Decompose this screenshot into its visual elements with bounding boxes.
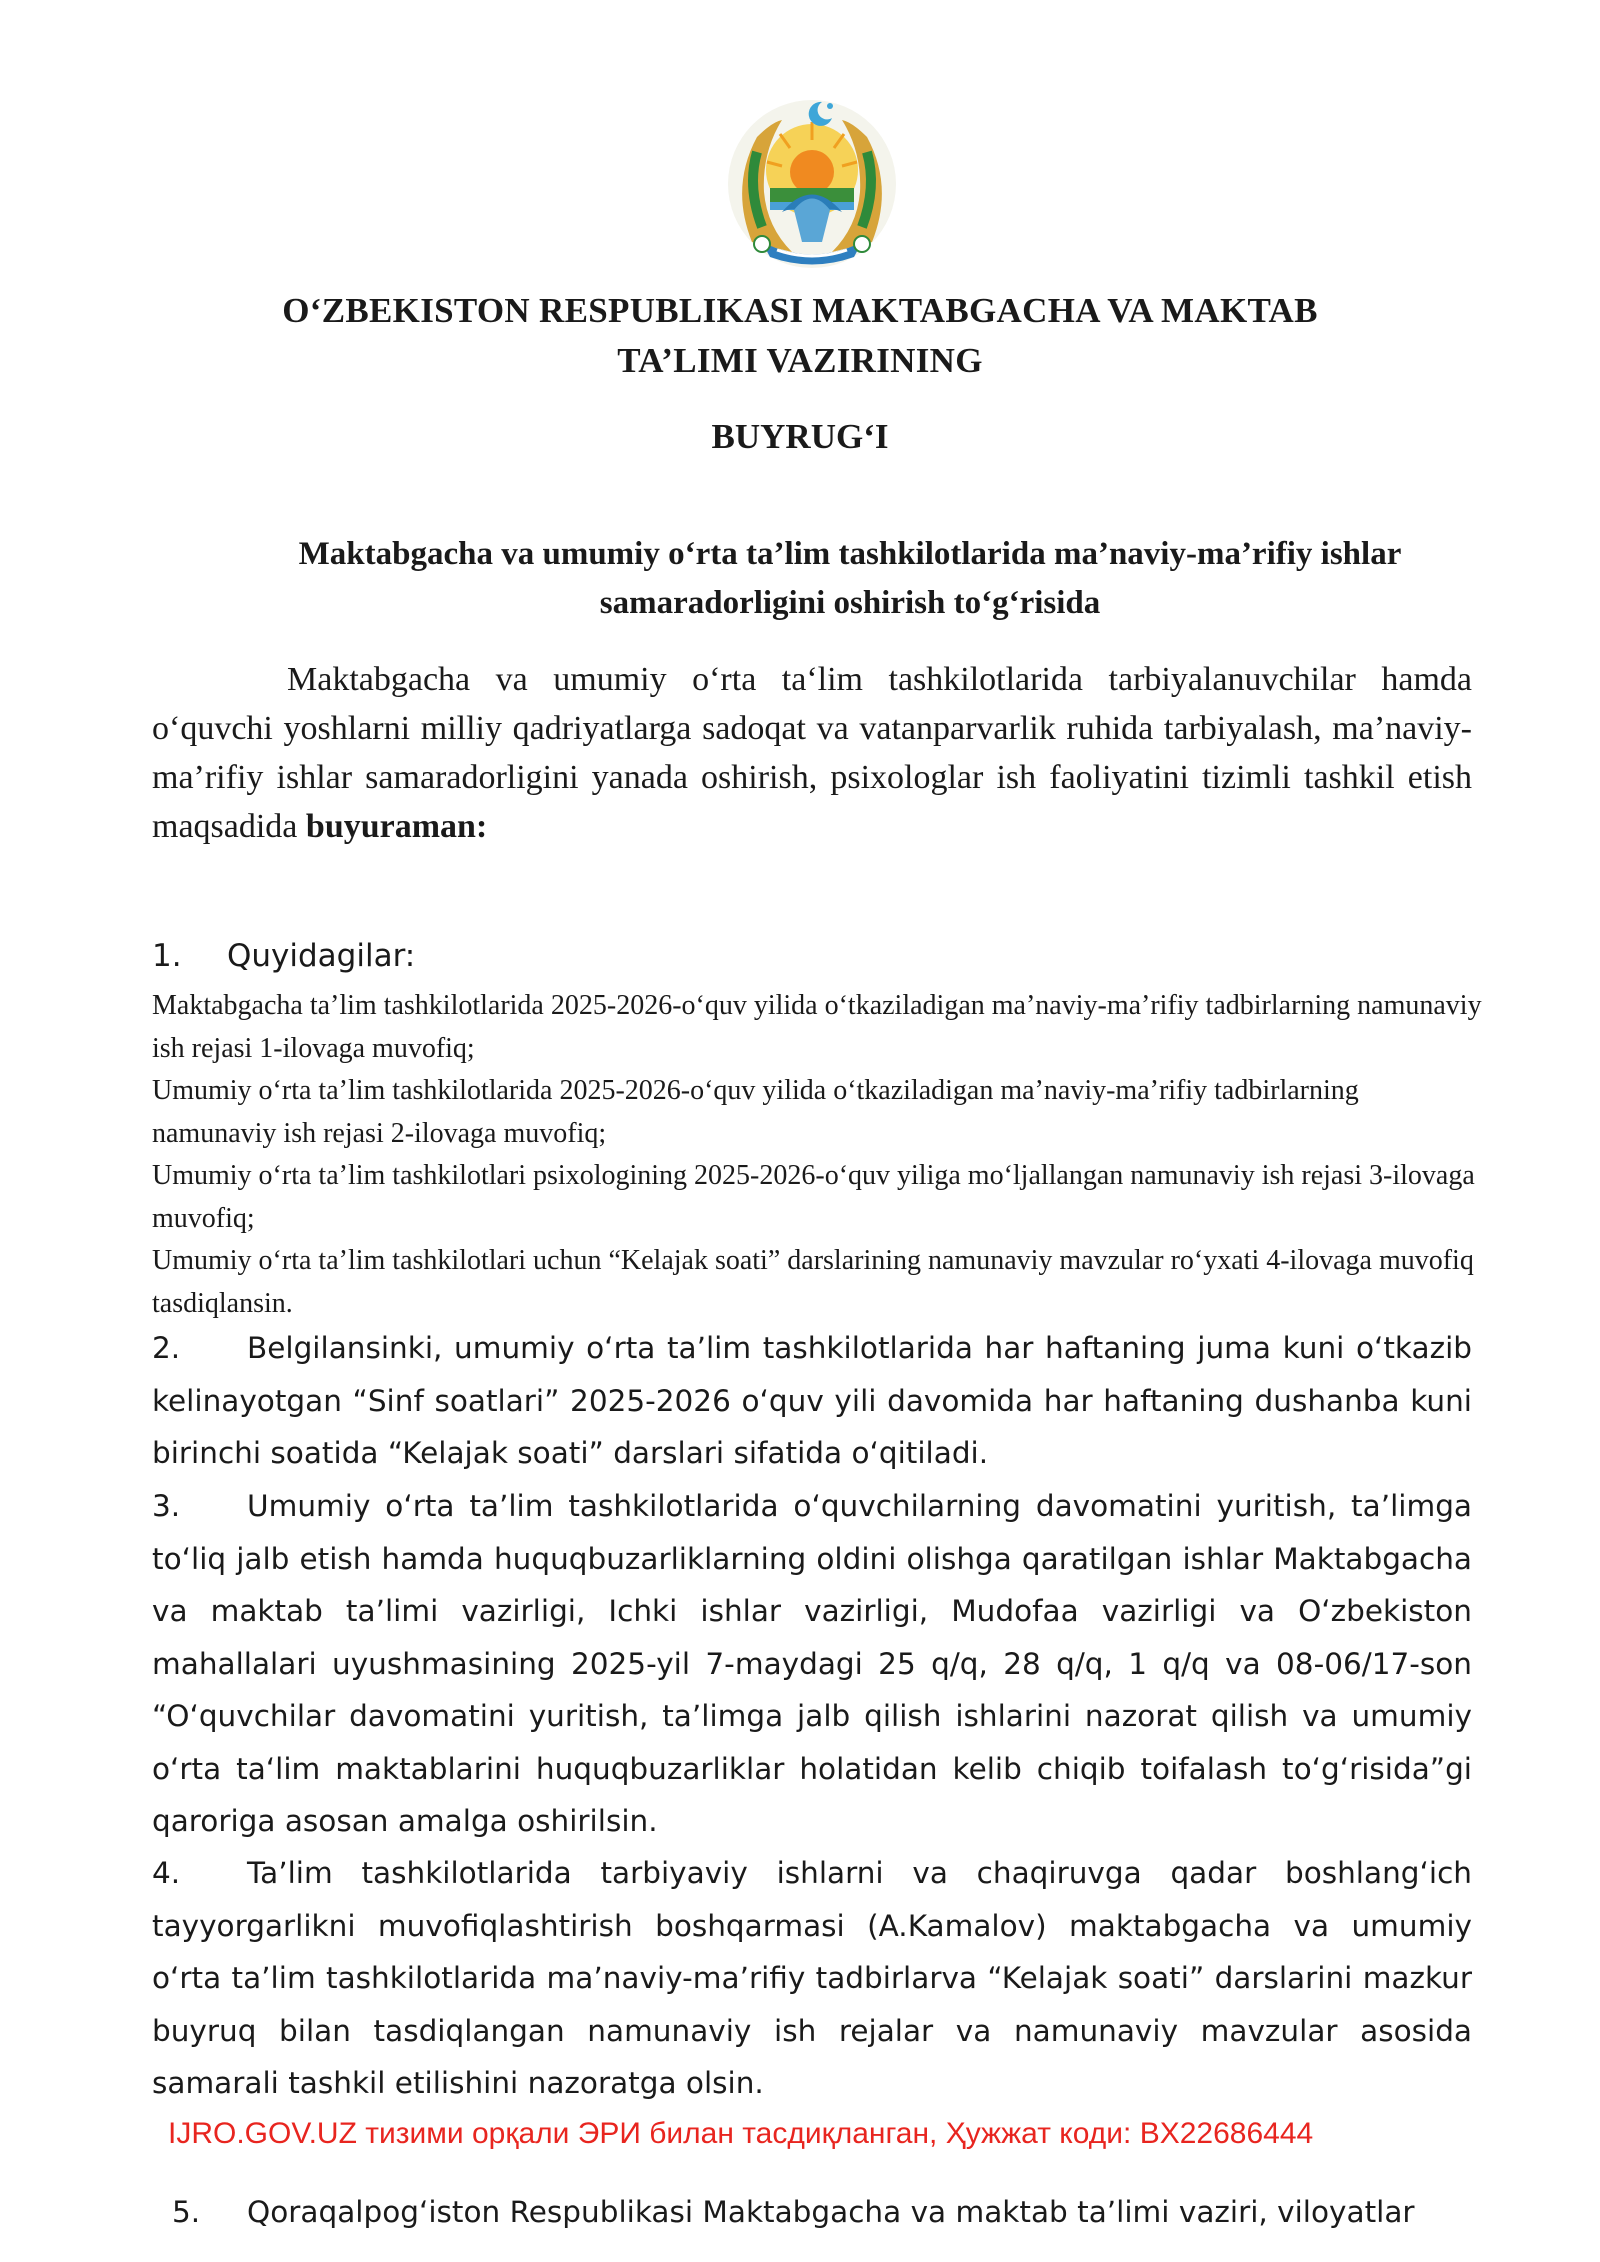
item-2-paragraph <box>152 1322 1472 1480</box>
subitem-2: Umumiy o‘rta ta’lim tashkilotlarida 2025-2026-o‘quv yilida o‘tkaziladigan ma’naviy-ma’rifiy tadbirlarning namunaviy ish rejasi 2-ilovaga muvofiq; <box>152 1075 1359 1149</box>
item-1-heading-text: Quyidagilar: <box>227 938 416 974</box>
item-2-text: Belgilansinki, umumiy o‘rta ta’lim tashkilotlarida har haftaning juma kuni o‘tkazib kelinayotgan “Sinf soatlari” 2025-2026 o‘quv yili davomida har haftaning dushanba kuni birinchi soatida “Kelajak soati” darslari sifatida o‘qitiladi. <box>152 1331 1472 1470</box>
item-4-paragraph <box>152 1847 1472 2110</box>
ministry-title-line1: O‘ZBEKISTON RESPUBLIKASI MAKTABGACHA VA MAKTAB <box>282 291 1318 330</box>
item-5-paragraph <box>172 2186 1415 2238</box>
ministry-title-line2: TA’LIMI VAZIRINING <box>617 341 983 380</box>
intro-bold-verb: buyuraman: <box>305 808 488 845</box>
intro-paragraph <box>152 655 1472 851</box>
item-1-number: 1. <box>152 938 182 974</box>
item-5-text: Qoraqalpog‘iston Respublikasi Maktabgacha va maktab ta’limi vaziri, viloyatlar <box>247 2195 1415 2229</box>
item-3-text: Umumiy o‘rta ta’lim tashkilotlarida o‘quvchilarning davomatini yuritish, ta’limga to‘liq jalb etish hamda huquqbuzarliklarning oldini olishga qaratilgan ishlar Maktabgacha va maktab ta’limi vazirligi, Ichki ishlar vazirligi, Mudofaa vazirligi va O‘zbekiston mahallalari uyushmasining 2025-yil 7-maydagi 25 q/q, 28 q/q, 1 q/q va 08-06/17-son “O‘quvchilar davomatini yuritish, ta’limga jalb qilish ishlarini nazorat qilish va umumiy o‘rta ta‘lim maktablarini huquqbuzarliklar holatidan kelib chiqib toifalash to‘g‘risida”gi qaroriga asosan amalga oshirilsin. <box>152 1489 1472 1838</box>
item-3-paragraph <box>152 1480 1472 1848</box>
item-1-subitems <box>152 985 1482 1325</box>
item-4-text: Ta’lim tashkilotlarida tarbiyaviy ishlarni va chaqiruvga qadar boshlang‘ich tayyorgarlikni muvofiqlashtirish boshqarmasi (A.Kamalov) maktabgacha va umumiy o‘rta ta’lim tashkilotlarida ma’naviy-ma’rifiy tadbirlarva “Kelajak soati” darslarini mazkur buyruq bilan tasdiqlangan namunaviy ish rejalar va namunaviy mavzular asosida samarali tashkil etilishini nazoratga olsin. <box>152 1856 1472 2100</box>
state-emblem-icon <box>722 92 902 270</box>
ministry-title <box>150 286 1450 386</box>
item-2-number: 2. <box>152 1331 181 1365</box>
document-subject <box>200 530 1500 628</box>
subject-line2: samaradorligini oshirish to‘g‘risida <box>599 585 1101 621</box>
subitem-1: Maktabgacha ta’lim tashkilotlarida 2025-2026-o‘quv yilida o‘tkaziladigan ma’naviy-ma’rifiy tadbirlarning namunaviy ish rejasi 1-ilovaga muvofiq; <box>152 990 1482 1064</box>
subitem-4: Umumiy o‘rta ta’lim tashkilotlari uchun “Kelajak soati” darslarining namunaviy mavzular ro‘yxati 4-ilovaga muvofiq tasdiqlansin. <box>152 1245 1474 1319</box>
intro-text: Maktabgacha va umumiy o‘rta ta‘lim tashkilotlarida tarbiyalanuvchilar hamda o‘quvchi yoshlarni milliy qadriyatlarga sadoqat va vatanparvarlik ruhida tarbiyalash, ma’naviy-ma’rifiy ishlar samaradorligini yanada oshirish, psixologlar ish faoliyatini tizimli tashkil etish maqsadida <box>152 661 1472 845</box>
document-type: BUYRUG‘I <box>711 417 889 456</box>
item-1-heading <box>152 935 415 977</box>
item-5-number: 5. <box>172 2195 201 2229</box>
item-4-number: 4. <box>152 1856 181 1890</box>
subitem-3: Umumiy o‘rta ta’lim tashkilotlari psixologining 2025-2026-o‘quv yiliga mo‘ljallangan namunaviy ish rejasi 3-ilovaga muvofiq; <box>152 1160 1475 1234</box>
item-3-number: 3. <box>152 1489 181 1523</box>
subject-line1: Maktabgacha va umumiy o‘rta ta’lim tashkilotlarida ma’naviy-ma’rifiy ishlar <box>298 536 1402 572</box>
e-signature-stamp: IJRO.GOV.UZ тизими орқали ЭРИ билан тасдиқланган, Ҳужжат коди: BX22686444 <box>168 2117 1314 2150</box>
